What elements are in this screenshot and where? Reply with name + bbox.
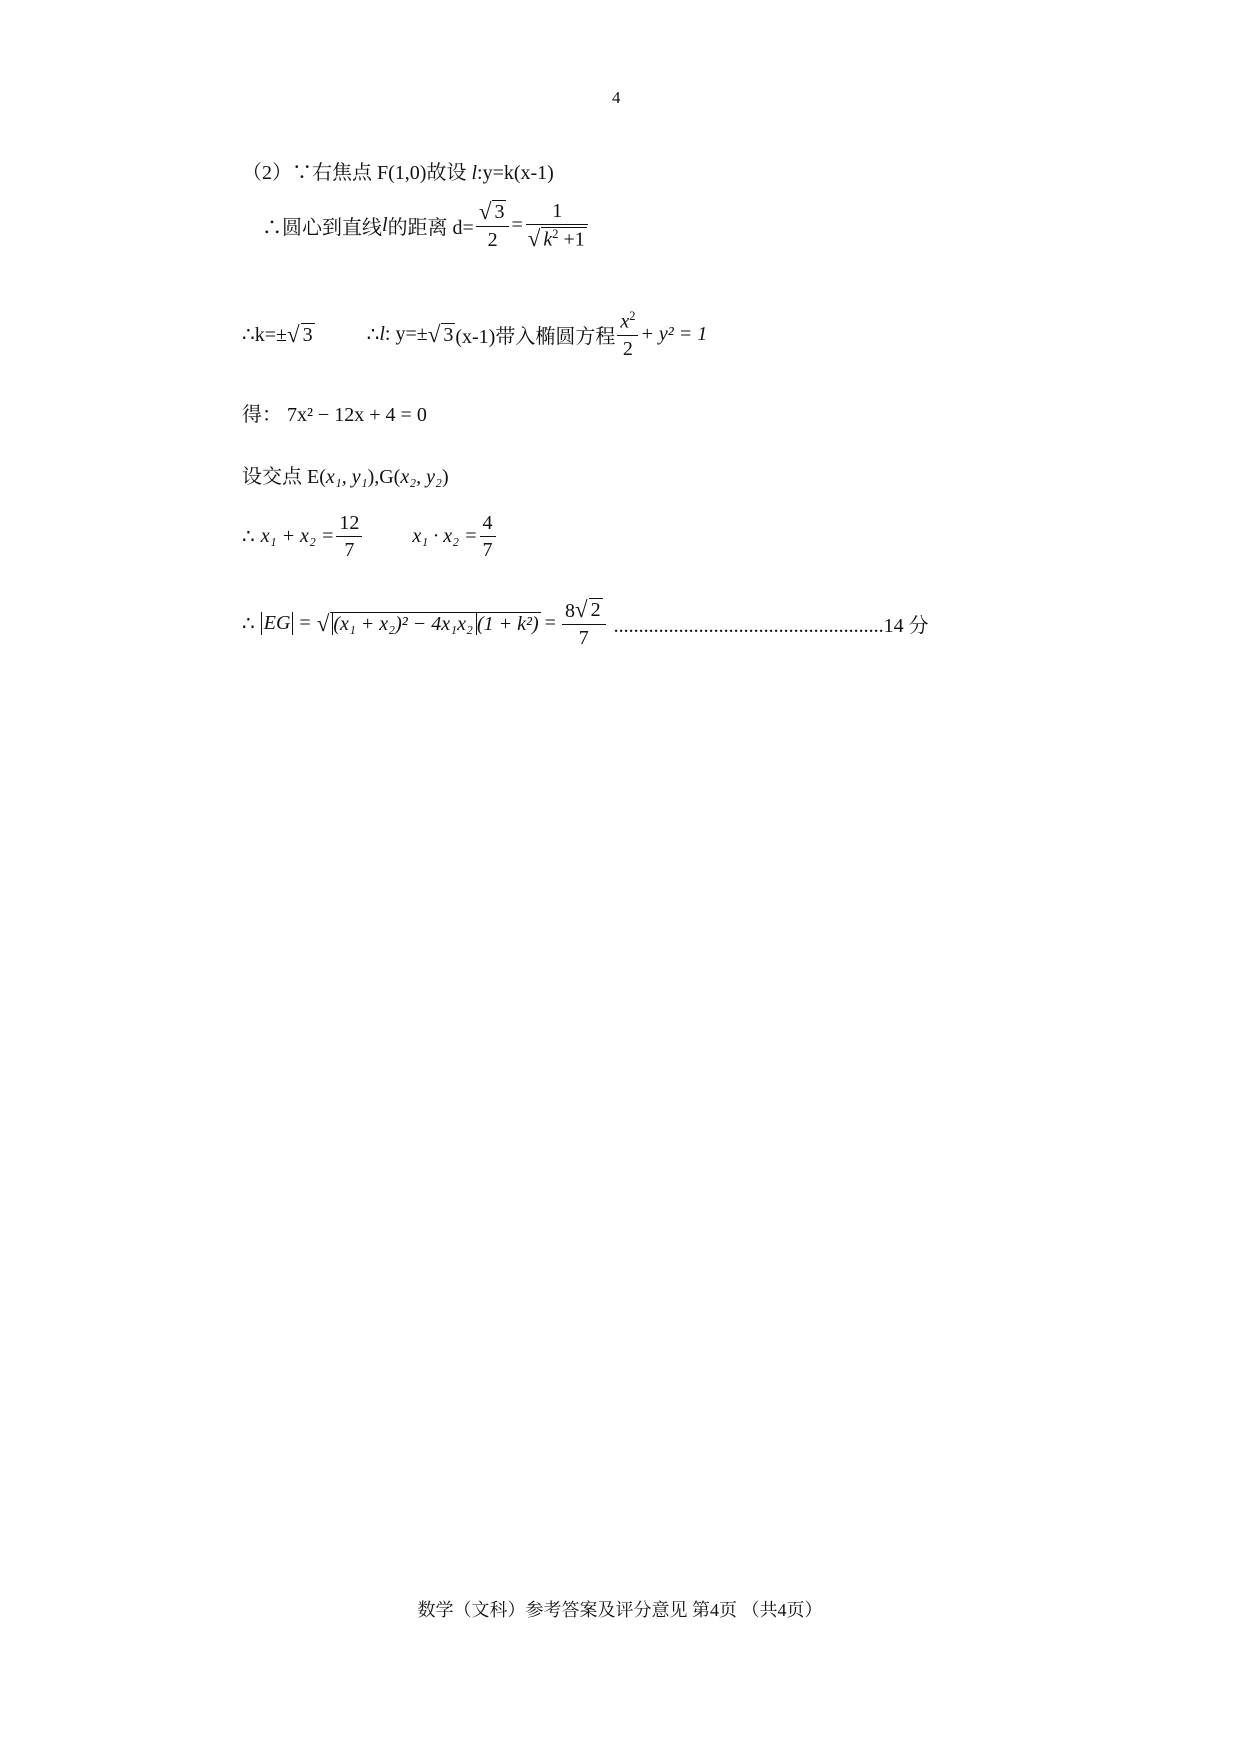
sqrt-3: √ 3 <box>427 321 454 347</box>
solution-line-1 <box>242 156 554 185</box>
sum-expression: x₁ + x₂ = <box>260 525 335 547</box>
fraction-x2-over-2: $\frac{x^2}{2}$ <box>617 310 638 360</box>
fraction-8sqrt2-over-7: 8 √ 2 7 <box>562 598 606 649</box>
solution-line-2 <box>262 200 592 251</box>
line5-mid: ),G( <box>367 466 401 488</box>
fraction-12-over-7: $\frac{12}{7}$ <box>336 512 362 561</box>
line-l-symbol: l <box>379 323 385 346</box>
line3-therefore: ∴ <box>366 324 380 347</box>
line3-mid3: (x-1)带入椭圆方程 <box>455 326 616 349</box>
solution-line-6 <box>242 512 498 561</box>
solution-line-3 <box>242 310 707 360</box>
solution-line-4 <box>242 398 427 427</box>
sqrt-3: √ 3 <box>286 321 313 347</box>
line-l-symbol: l <box>382 214 388 236</box>
sqrt-distance-formula: √ (x₁ + x₂)² − 4x₁x₂ (1 + k²) <box>316 610 539 636</box>
line2-prefix: ∴圆心到直线 <box>262 217 382 239</box>
fraction-sqrt3-over-2: √ 3 2 <box>476 200 510 251</box>
equals: = <box>511 214 523 236</box>
page-footer: 数学（文科）参考答案及评分意见 第4页 （共4页） <box>417 1600 823 1620</box>
line5-end: ) <box>442 466 449 488</box>
ellipse-tail: + y² = 1 <box>640 323 708 346</box>
line7-prefix: ∴ <box>242 613 255 635</box>
line3-mid2: : y=± <box>384 323 428 346</box>
score-dots: ......................................................14 分 <box>613 615 929 637</box>
fraction-4-over-7: $\frac{4}{7}$ <box>480 512 496 561</box>
line2-mid: 的距离 d= <box>387 217 474 239</box>
product-expression: x₁ · x₂ = <box>412 525 478 547</box>
eg-abs: EG <box>261 612 294 635</box>
point-g-coords: x₂, y₂ <box>400 466 442 488</box>
solution-line-7 <box>242 598 929 649</box>
line3-prefix: ∴k=± <box>242 324 287 347</box>
equals: = <box>544 612 556 634</box>
fraction-1-over-sqrt: 1 √ $k^2 +1$ <box>525 200 590 251</box>
line4-prefix: 得： <box>242 404 282 426</box>
equals: = <box>299 612 311 634</box>
page-number: 4 <box>612 88 621 107</box>
line1-suffix: :y=k(x-1) <box>477 162 554 184</box>
line5-prefix: 设交点 E( <box>242 466 326 488</box>
point-e-coords: x₁, y₁ <box>325 466 368 488</box>
quadratic-equation: 7x² − 12x + 4 = 0 <box>287 404 427 426</box>
line-l-symbol: l <box>471 162 478 184</box>
solution-line-5 <box>242 460 449 489</box>
line1-prefix: （2）∵右焦点 F(1,0)故设 <box>242 162 472 184</box>
line6-prefix: ∴ <box>242 526 255 548</box>
